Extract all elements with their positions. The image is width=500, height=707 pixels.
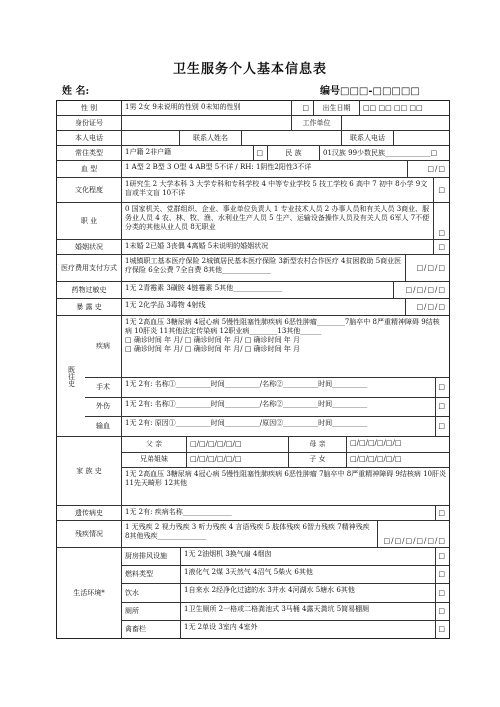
occupation-options[interactable]: 0 国家机关、党群组织、企业、事业单位负责人 1 专业技术人员 2 办事人员和有关人员 3商业、服务业人员 4 农、林、牧、渔、水利业生产人员 5 生产、运输设备操作人员及有关人员 6军人 7不便分类的其他从业人员 8无职业	[121, 203, 433, 239]
family-row	[57, 436, 449, 505]
work-label: 工作单位	[291, 116, 341, 130]
family-label: 家 族 史	[76, 466, 102, 475]
education-box[interactable]: □	[433, 178, 449, 202]
occupation-box[interactable]: □	[433, 203, 449, 239]
mother-box[interactable]: □/□/□/□/□/□	[346, 437, 449, 452]
trauma-label: 外伤	[96, 402, 110, 411]
birth-boxes[interactable]: □□ □□ □□ □□	[359, 101, 449, 115]
drug-allergy-row	[57, 281, 449, 298]
ethnic-label: 民 族	[267, 146, 319, 160]
birth-label: 出生日期	[313, 101, 359, 115]
sibling-box[interactable]: □/□/□/□/□/□	[186, 453, 288, 468]
occupation-label: 职 业	[80, 216, 98, 225]
disability-options[interactable]: 1 无残疾 2 视力残疾 3 听力残疾 4 言语残疾 5 肢体残疾 6智力残疾 7精神残疾 8其他残疾______________	[121, 521, 377, 547]
residence-box[interactable]: □	[253, 146, 267, 160]
transfusion-box[interactable]: □	[435, 417, 449, 436]
env-item-name: 厕所	[125, 606, 139, 615]
residence-options[interactable]: 1户籍 2非户籍	[121, 146, 253, 160]
gender-options[interactable]: 1男 2女 9未说明的性别 0未知的性别	[121, 101, 291, 115]
env-item-options[interactable]: 1卫生厕所 2一格或二格粪池式 3马桶 4露天粪坑 5简易棚厕	[180, 603, 435, 620]
marital-options[interactable]: 1未婚 2已婚 3丧偶 4离婚 5未说明的婚姻状况	[121, 240, 433, 254]
payment-row	[57, 254, 449, 281]
education-row	[57, 177, 449, 202]
contact-phone-label: 联系人电话	[341, 131, 393, 145]
contact-phone-field[interactable]	[393, 131, 449, 145]
env-item-box[interactable]: □	[435, 621, 449, 638]
phone-label: 本人电话	[75, 133, 103, 142]
payment-label: 医疗费用支付方式	[61, 263, 117, 272]
disability-box[interactable]: □/□/□/□/□/□	[377, 521, 449, 547]
history-row	[57, 315, 449, 436]
trauma-row	[85, 397, 449, 417]
transfusion-row	[85, 416, 449, 436]
id-row	[57, 115, 449, 130]
surgery-label: 手术	[96, 382, 110, 391]
blood-box[interactable]: □/□	[407, 161, 449, 177]
disability-label: 残疾情况	[75, 529, 103, 538]
surgery-options[interactable]: 1无 2有: 名称①__________时间__________/名称②__________时间__________	[121, 378, 435, 397]
environment-label: 生活环境*	[73, 588, 105, 597]
exposure-row	[57, 298, 449, 315]
environment-row	[57, 547, 449, 638]
disease-options[interactable]: 1无 2高血压 3糖尿病 4冠心病 5慢性阻塞性肺疾病 6恶性肿瘤________7脑卒中 8严重精神障碍 9结核病 10肝炎 11其他法定传染病 12职业病________13其他______	[125, 318, 440, 335]
payment-box[interactable]: □/□/□	[405, 255, 449, 281]
env-item	[122, 583, 449, 601]
disease-label: 疾病	[96, 341, 110, 350]
mother-label: 母 亲	[288, 437, 346, 452]
ethnic-options[interactable]: 01汉族 99少数民族_____________□	[319, 146, 449, 160]
residence-label: 常住类型	[75, 148, 103, 157]
id-label: 身份证号	[75, 118, 103, 127]
blood-label: 血 型	[80, 164, 98, 173]
transfusion-label: 输血	[96, 422, 110, 431]
env-item-box[interactable]: □	[435, 603, 449, 620]
env-item-box[interactable]: □	[435, 584, 449, 601]
father-box[interactable]: □/□/□/□/□/□	[186, 437, 288, 452]
residence-row	[57, 145, 449, 160]
surgery-row	[85, 377, 449, 397]
drug-allergy-label: 药物过敏史	[71, 285, 107, 294]
sibling-label: 兄弟姐妹	[140, 455, 168, 464]
contact-name-label: 联系人姓名	[179, 131, 241, 145]
payment-options[interactable]: 1城镇职工基本医疗保险 2城镇居民基本医疗保险 3新型农村合作医疗 4贫困救助 5商业医疗保险 6全公费 7全自费 8其他______________	[121, 255, 405, 281]
env-item-name: 厨房排风设施	[125, 552, 167, 561]
diagnosis-line-2[interactable]: □ 确诊时间 年 月/ □ 确诊时间 年 月/ □ 确诊时间 年 月	[125, 345, 301, 353]
exposure-options[interactable]: 1无 2化学品 3毒物 4射线	[121, 299, 405, 315]
disability-row	[57, 520, 449, 547]
env-item-name: 燃料类型	[125, 570, 153, 579]
father-label: 父 亲	[145, 439, 163, 448]
disease-row	[85, 316, 449, 377]
id-field[interactable]	[121, 116, 291, 130]
blood-row	[57, 160, 449, 177]
family-options[interactable]: 1无 2高血压 3糖尿病 4冠心病 5慢性阻塞性肺疾病 6恶性肿瘤 7脑卒中 8严重精神障碍 9结核病 10肝炎 11先天畸形 12其他	[125, 470, 447, 488]
env-item-options[interactable]: 1液化气 2煤 3天然气 4沼气 5柴火 6其他	[180, 566, 435, 583]
genetic-row	[57, 505, 449, 520]
drug-allergy-box[interactable]: □/□/□/□	[393, 282, 449, 298]
env-item	[122, 602, 449, 620]
child-box[interactable]: □/□/□/□/□/□	[346, 453, 449, 468]
exposure-box[interactable]: □/□/□	[405, 299, 449, 315]
env-item-options[interactable]: 1无 2油烟机 3换气扇 4烟囱	[180, 548, 435, 565]
env-item-box[interactable]: □	[435, 548, 449, 565]
env-item	[122, 565, 449, 583]
name-label: 姓 名:	[62, 86, 90, 97]
gender-row	[57, 101, 449, 115]
env-item-name: 饮水	[125, 588, 139, 597]
phone-field[interactable]	[121, 131, 179, 145]
education-label: 文化程度	[75, 185, 103, 194]
education-options[interactable]: 1研究生 2 大学本科 3 大学专科和专科学校 4 中等专业学校 5 技工学校 6 高中 7 初中 8小学 9文盲或半文盲 10不详	[121, 178, 433, 202]
env-item-options[interactable]: 1自来水 2经净化过滤的水 3井水 4河湖水 5塘水 6其他	[180, 584, 435, 601]
env-item-name: 禽畜栏	[125, 624, 146, 633]
gender-box[interactable]: □	[291, 101, 313, 115]
page-title: 卫生服务个人基本信息表	[172, 62, 327, 77]
marital-box[interactable]: □	[433, 240, 449, 254]
phone-row	[57, 130, 449, 145]
trauma-options[interactable]: 1无 2有: 名称①__________时间__________/名称②__________时间__________	[121, 398, 435, 417]
genetic-options[interactable]: 1无 2有: 疾病名称______________	[121, 506, 435, 520]
info-form	[56, 100, 450, 639]
diagnosis-line-1[interactable]: □ 确诊时间 年 月/ □ 确诊时间 年 月/ □ 确诊时间 年 月	[125, 336, 301, 344]
child-label: 子 女	[288, 453, 346, 468]
contact-name-field[interactable]	[241, 131, 341, 145]
env-item	[122, 620, 449, 638]
trauma-box[interactable]: □	[435, 398, 449, 417]
blood-options[interactable]: 1 A型 2 B型 3 O型 4 AB型 5不详 / RH: 1阴性2阳性3不详	[121, 161, 407, 177]
exposure-label: 暴 露 史	[76, 302, 102, 311]
marital-row	[57, 239, 449, 254]
env-item	[122, 548, 449, 565]
marital-label: 婚姻状况	[75, 242, 103, 251]
genetic-label: 遗传病史	[75, 508, 103, 517]
env-item-options[interactable]: 1无 2单设 3室内 4室外	[180, 621, 435, 638]
number-label: 编号□□□-□□□□□	[320, 86, 420, 97]
env-item-box[interactable]: □	[435, 566, 449, 583]
transfusion-options[interactable]: 1无 2有: 原因①__________时间__________/原因②__________时间__________	[121, 417, 435, 436]
occupation-row	[57, 202, 449, 239]
history-label: 既往史	[67, 365, 76, 387]
work-field[interactable]	[341, 116, 449, 130]
gender-label: 性 别	[80, 103, 98, 112]
genetic-box[interactable]: □	[435, 506, 449, 520]
drug-allergy-options[interactable]: 1无 2青霉素 3磺胺 4链霉素 5其他______________	[121, 282, 393, 298]
surgery-box[interactable]: □	[435, 378, 449, 397]
